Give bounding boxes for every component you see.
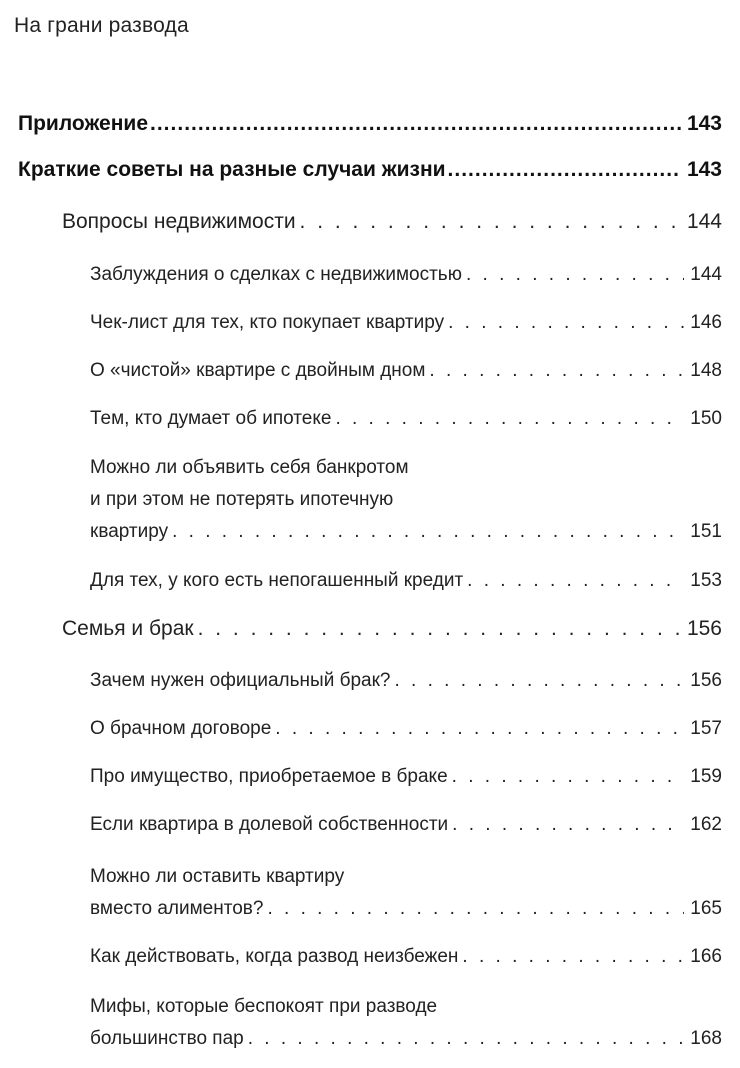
toc-page-number: 151 (690, 521, 722, 542)
toc-page-number: 162 (690, 814, 722, 835)
toc-page-number: 150 (690, 408, 722, 429)
toc-entry-title: Как действовать, когда развод неизбежен (90, 946, 459, 967)
toc-page-number: 157 (690, 718, 722, 739)
toc-entry-title: большинство пар (90, 1028, 244, 1049)
toc-entry-title: вместо алиментов? (90, 898, 264, 919)
dot-leader (275, 713, 684, 745)
toc-subsection-entry (90, 665, 722, 697)
toc-entry-line (90, 1023, 722, 1055)
toc-subsection-entry (90, 991, 722, 1055)
toc-page-number: 159 (690, 766, 722, 787)
toc-entry-title-line: Мифы, которые беспокоят при разводе (90, 996, 438, 1017)
toc-entry-line (90, 713, 722, 745)
dot-leader (150, 112, 681, 136)
toc-subsection-entry (90, 355, 722, 387)
toc-entry-title: Приложение (18, 112, 149, 135)
toc-entry-title-line: Можно ли объявить себя банкротом (90, 457, 409, 478)
toc-page-number: 146 (690, 312, 722, 333)
toc-subsection-entry (90, 713, 722, 745)
toc-entry-title: Вопросы недвижимости (62, 210, 296, 233)
toc-entry-line (62, 617, 722, 641)
toc-entry-line (90, 893, 722, 925)
toc-page-number: 153 (690, 570, 722, 591)
toc-entry-line (90, 941, 722, 973)
toc-page-number: 143 (686, 158, 722, 181)
toc-page-number: 165 (690, 898, 722, 919)
toc-subsection-entry (90, 941, 722, 973)
toc-page-number: 144 (686, 210, 722, 233)
toc-page-number: 144 (690, 264, 722, 285)
toc-entry-line (90, 403, 722, 435)
dot-leader (429, 355, 684, 387)
dot-leader (300, 210, 681, 234)
toc-entry-line (90, 516, 722, 548)
toc-entry-line (90, 307, 722, 339)
toc-entry-line (90, 259, 722, 291)
toc-subsection-entry (90, 565, 722, 597)
running-head: На грани развода (14, 14, 189, 37)
toc-page-number: 166 (690, 946, 722, 967)
toc-entry-line (90, 761, 722, 793)
toc-subsection-entry (90, 259, 722, 291)
toc-subsection-entry (90, 809, 722, 841)
toc-entry-title-line: и при этом не потерять ипотечную (90, 489, 394, 510)
toc-entry-line (90, 809, 722, 841)
toc-page-number: 143 (686, 112, 722, 135)
toc-page-number: 156 (686, 617, 722, 640)
dot-leader (448, 158, 681, 182)
dot-leader (335, 403, 684, 435)
toc-entry-title: Семья и брак (62, 617, 194, 640)
toc-entry-title: Краткие советы на разные случаи жизни (18, 158, 446, 181)
toc-page-number: 148 (690, 360, 722, 381)
toc-entry-title: Тем, кто думает об ипотеке (90, 408, 332, 429)
toc-chapter-entry (62, 617, 722, 641)
toc-subsection-entry (90, 307, 722, 339)
toc-entry-line (90, 565, 722, 597)
dot-leader (452, 761, 685, 793)
toc-entry-title: Зачем нужен официальный брак? (90, 670, 391, 691)
dot-leader (467, 565, 684, 597)
toc-section-entry (18, 112, 722, 136)
dot-leader (172, 516, 684, 548)
toc-chapter-entry (62, 210, 722, 234)
dot-leader (267, 893, 684, 925)
toc-entry-title: квартиру (90, 521, 169, 542)
toc-entry-title: Заблуждения о сделках с недвижимостью (90, 264, 462, 285)
toc-page-number: 168 (690, 1028, 722, 1049)
toc-page-number: 156 (690, 670, 722, 691)
dot-leader (462, 941, 684, 973)
toc-entry-title-line: Можно ли оставить квартиру (90, 866, 345, 887)
toc-entry-title: Про имущество, приобретаемое в браке (90, 766, 448, 787)
toc-subsection-entry (90, 861, 722, 925)
toc-entry-title: О брачном договоре (90, 718, 272, 739)
toc-entry-title: О «чистой» квартире с двойным дном (90, 360, 426, 381)
dot-leader (394, 665, 684, 697)
dot-leader (248, 1023, 685, 1055)
toc-entry-line (90, 355, 722, 387)
dot-leader (448, 307, 684, 339)
dot-leader (452, 809, 684, 841)
toc-subsection-entry (90, 452, 722, 548)
dot-leader (466, 259, 684, 291)
toc-entry-line (18, 112, 722, 136)
toc-section-entry (18, 158, 722, 182)
toc-subsection-entry (90, 761, 722, 793)
toc-entry-title: Для тех, у кого есть непогашенный кредит (90, 570, 464, 591)
toc-entry-title: Если квартира в долевой собственности (90, 814, 449, 835)
dot-leader (198, 617, 681, 641)
toc-entry-title: Чек-лист для тех, кто покупает квартиру (90, 312, 445, 333)
toc-entry-line (18, 158, 722, 182)
toc-entry-line (62, 210, 722, 234)
toc-entry-line (90, 665, 722, 697)
toc-subsection-entry (90, 403, 722, 435)
